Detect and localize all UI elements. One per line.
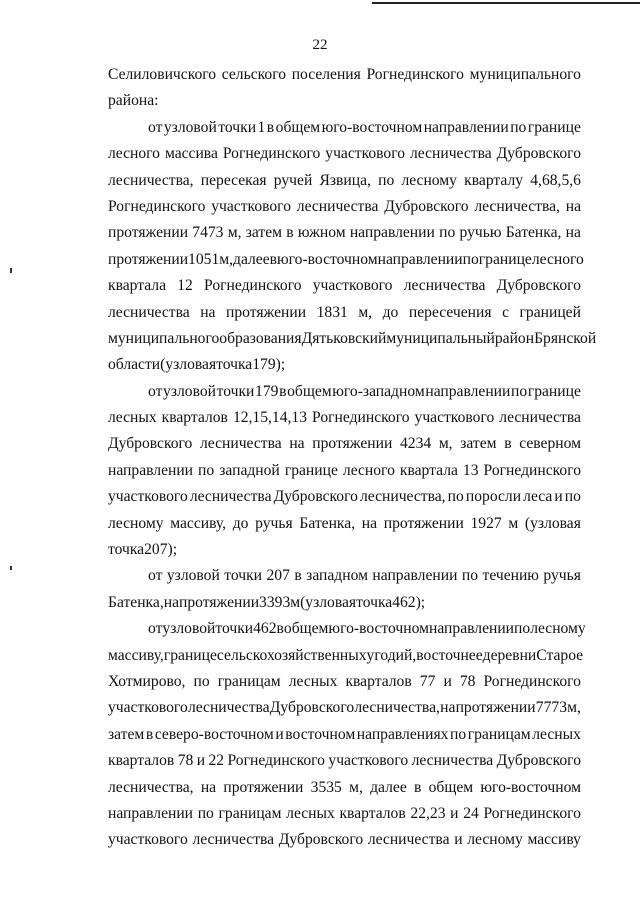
- text-word: м,: [219, 250, 234, 268]
- text-line: [108, 62, 581, 88]
- text-word: от: [148, 567, 163, 585]
- text-word: точки: [218, 118, 257, 136]
- text-word: 7773: [535, 699, 567, 717]
- text-word: лесных: [532, 725, 581, 743]
- text-word: по: [450, 725, 467, 743]
- text-word: ручью: [459, 224, 502, 242]
- text-word: 462: [253, 620, 277, 638]
- text-line: [108, 722, 581, 748]
- text-word: массиву,: [108, 646, 164, 664]
- text-word: 24: [463, 804, 479, 822]
- text-word: сельскохозяйственных: [216, 646, 367, 664]
- text-word: участкового: [211, 197, 291, 215]
- text-word: от: [148, 620, 163, 638]
- text-word: 77: [419, 672, 436, 690]
- text-word: точки: [215, 620, 254, 638]
- text-word: юго-восточном: [321, 118, 423, 136]
- text-line: [108, 168, 581, 194]
- text-word: и: [454, 831, 463, 849]
- text-word: лесному: [467, 831, 523, 849]
- text-word: массиву,: [170, 514, 227, 532]
- text-word: Язвица,: [319, 171, 371, 189]
- text-word: точки: [224, 567, 263, 585]
- text-word: северном: [519, 435, 581, 453]
- text-word: точка: [356, 593, 393, 611]
- text-word: м,: [227, 224, 242, 242]
- text-word: массиву: [527, 831, 581, 849]
- text-word: западном: [306, 567, 368, 585]
- text-word: сельского: [221, 66, 286, 83]
- text-word: далее: [233, 250, 270, 268]
- text-word: юго-западном: [332, 382, 425, 400]
- text-word: области: [108, 356, 161, 374]
- text-word: ручей: [273, 171, 313, 189]
- text-line: [108, 352, 581, 378]
- text-word: в: [266, 118, 275, 136]
- text-word: Дубровского: [496, 752, 581, 770]
- text-word: узловой: [166, 567, 220, 585]
- text-line: [108, 827, 581, 853]
- text-word: направлениях: [356, 725, 449, 743]
- text-word: угодий,: [366, 646, 417, 664]
- text-word: границам: [217, 672, 281, 690]
- text-word: Рогнединского: [483, 461, 581, 479]
- text-word: (узловая: [300, 593, 357, 611]
- text-word: 22,23: [410, 804, 446, 822]
- text-word: 22: [208, 752, 225, 770]
- page-number: 22: [312, 37, 328, 53]
- text-word: границе: [163, 646, 217, 664]
- text-word: направлении: [372, 567, 458, 585]
- text-word: точки: [216, 382, 255, 400]
- text-word: на: [565, 197, 581, 215]
- text-word: на: [361, 514, 378, 532]
- text-word: по: [193, 672, 210, 690]
- text-word: в: [286, 224, 294, 242]
- text-word: от: [148, 118, 163, 136]
- text-word: Батенка,: [505, 224, 562, 242]
- text-word: общем: [428, 778, 474, 796]
- text-word: лесничества: [200, 435, 282, 453]
- text-word: границей: [519, 303, 581, 321]
- text-word: протяжении: [226, 303, 307, 321]
- text-word: направлении: [423, 118, 509, 136]
- text-word: 4,68,5,6: [530, 171, 581, 189]
- text-word: границе: [284, 461, 338, 479]
- text-line: [108, 537, 581, 563]
- text-word: участкового: [108, 699, 188, 717]
- text-word: район: [494, 329, 535, 347]
- text-word: по: [197, 804, 214, 822]
- text-word: на: [440, 699, 456, 717]
- text-line: [108, 247, 584, 273]
- text-word: Дубровского: [273, 488, 358, 506]
- left-edge-scan-mark: [10, 566, 12, 570]
- text-word: общем: [287, 382, 332, 400]
- text-word: в: [294, 567, 302, 585]
- text-line: [108, 616, 586, 642]
- text-line: [108, 194, 581, 220]
- text-word: лесничества: [410, 145, 492, 163]
- text-word: лесных: [288, 672, 338, 690]
- text-line: [108, 775, 581, 801]
- text-word: 3535: [310, 778, 342, 796]
- text-word: Дубровского: [278, 831, 364, 849]
- text-word: Брянской: [534, 329, 597, 347]
- text-word: м,: [349, 778, 363, 796]
- text-word: поросли: [465, 488, 522, 506]
- text-word: Батенка,: [108, 593, 164, 611]
- text-word: от: [148, 382, 163, 400]
- text-word: 1831: [316, 303, 348, 321]
- text-line: [108, 801, 581, 827]
- text-word: лесных: [108, 409, 157, 427]
- text-word: Рогнединского: [483, 804, 581, 822]
- text-word: Старое: [536, 646, 584, 664]
- text-word: 462);: [392, 593, 426, 611]
- text-word: восточнее: [416, 646, 483, 664]
- text-word: Рогнединского: [483, 672, 581, 690]
- text-word: 12: [177, 277, 193, 295]
- text-word: по: [564, 488, 581, 506]
- text-word: по: [514, 620, 531, 638]
- text-word: и: [196, 752, 206, 770]
- text-word: в: [145, 725, 154, 743]
- text-word: и: [275, 725, 284, 743]
- text-word: 78: [459, 672, 476, 690]
- text-word: (узловая: [524, 514, 581, 532]
- text-word: Дубровского: [384, 197, 469, 215]
- text-word: направлении: [377, 250, 463, 268]
- text-word: лесничества,: [360, 488, 446, 506]
- text-word: лесничества: [367, 831, 450, 849]
- text-word: точка: [108, 541, 145, 559]
- text-word: м: [290, 593, 301, 611]
- text-word: западной: [219, 461, 280, 479]
- text-line: [108, 273, 581, 299]
- text-word: лесничества,: [108, 171, 194, 189]
- text-line: [108, 115, 581, 141]
- text-word: на: [200, 303, 216, 321]
- text-word: Рогнединского: [108, 197, 206, 215]
- text-line: [108, 431, 581, 457]
- text-word: (узловая: [160, 356, 217, 374]
- text-word: муниципального: [108, 329, 220, 347]
- text-word: затем: [460, 435, 497, 453]
- text-word: по: [439, 224, 456, 242]
- text-word: поселения: [291, 66, 361, 83]
- text-word: ручья: [255, 514, 293, 532]
- text-word: течению: [482, 567, 539, 585]
- document-body: [108, 62, 597, 854]
- text-word: Дубровского: [108, 435, 193, 453]
- text-line: [108, 326, 597, 352]
- text-word: 1: [257, 118, 266, 136]
- text-word: лесного: [108, 145, 160, 163]
- text-word: общем: [275, 118, 321, 136]
- text-word: и: [443, 672, 452, 690]
- text-word: границе: [527, 382, 581, 400]
- text-word: протяжении: [179, 593, 260, 611]
- text-word: на: [163, 593, 179, 611]
- text-word: границам: [467, 725, 531, 743]
- text-line: [108, 300, 581, 326]
- text-word: участкового: [328, 752, 409, 770]
- text-word: протяжении: [312, 435, 393, 453]
- text-word: кварталов: [161, 409, 228, 427]
- text-word: Дубровского: [269, 699, 355, 717]
- text-word: направлении: [349, 224, 435, 242]
- text-word: Дубровского: [496, 145, 581, 163]
- text-word: квартала: [108, 277, 167, 295]
- text-word: на: [200, 778, 217, 796]
- text-word: 7473: [192, 224, 224, 242]
- text-word: лесничества: [189, 488, 272, 506]
- text-word: по: [462, 250, 479, 268]
- text-line: [108, 695, 581, 721]
- text-word: лесному: [108, 514, 164, 532]
- text-word: и: [554, 488, 563, 506]
- text-word: лесному: [401, 171, 457, 189]
- text-word: направлении: [108, 804, 194, 822]
- text-word: 12,15,14,13: [232, 409, 308, 427]
- text-word: по: [511, 382, 528, 400]
- text-word: участкового: [325, 145, 406, 163]
- text-word: лесничества: [192, 831, 275, 849]
- text-line: [108, 88, 581, 114]
- text-word: лесному: [530, 620, 586, 638]
- text-word: южном: [297, 224, 346, 242]
- text-line: [108, 511, 581, 537]
- text-word: лесничества: [108, 303, 190, 321]
- text-word: кварталов: [108, 752, 175, 770]
- text-word: в: [276, 620, 284, 638]
- text-word: м,: [567, 699, 581, 717]
- text-word: лесничества,: [474, 197, 560, 215]
- text-word: 179: [255, 382, 279, 400]
- text-word: до: [232, 514, 249, 532]
- text-word: кварталов: [345, 672, 412, 690]
- text-word: 1051: [188, 250, 220, 268]
- text-word: Селиловичского: [108, 66, 217, 83]
- text-word: и: [450, 804, 459, 822]
- text-word: далее: [370, 778, 407, 796]
- text-word: протяжении: [223, 778, 304, 796]
- text-line: [108, 220, 581, 246]
- text-word: массива: [164, 145, 218, 163]
- text-word: лесничества: [499, 409, 581, 427]
- text-word: Дубровского: [496, 277, 581, 295]
- text-line: [108, 669, 581, 695]
- text-line: [108, 748, 581, 774]
- text-word: района:: [108, 92, 159, 110]
- text-word: в: [414, 778, 422, 796]
- text-word: лесничества: [403, 277, 486, 295]
- text-word: северо-восточном: [154, 725, 274, 743]
- text-word: 1927: [470, 514, 502, 532]
- text-word: по: [447, 488, 464, 506]
- text-word: 13: [462, 461, 479, 479]
- text-word: 179);: [252, 356, 286, 374]
- text-word: направлении: [425, 382, 511, 400]
- text-word: участкового: [108, 831, 188, 849]
- text-word: на: [565, 224, 581, 242]
- text-line: [108, 405, 581, 431]
- text-word: юго-восточном: [277, 250, 378, 268]
- text-word: протяжении: [383, 514, 464, 532]
- text-word: лесничества: [296, 197, 379, 215]
- text-word: деревни: [482, 646, 537, 664]
- text-word: восточном: [285, 725, 356, 743]
- text-word: до: [382, 303, 399, 321]
- text-word: узловой: [163, 382, 216, 400]
- text-word: протяжении: [108, 250, 189, 268]
- text-line: [108, 379, 581, 405]
- text-word: с: [502, 303, 509, 321]
- text-word: лесничества: [411, 752, 494, 770]
- text-word: 207: [266, 567, 290, 585]
- text-word: участкового: [108, 488, 188, 506]
- text-word: Рогнединского: [366, 66, 464, 83]
- left-edge-scan-mark: [10, 268, 12, 273]
- text-word: 3393: [259, 593, 291, 611]
- text-word: м,: [358, 303, 373, 321]
- text-word: Рогнединского: [227, 752, 325, 770]
- text-line: [108, 484, 581, 510]
- text-word: затем: [108, 725, 145, 743]
- text-word: лесного: [342, 461, 395, 479]
- text-word: границам: [218, 804, 282, 822]
- text-word: в: [504, 435, 512, 453]
- text-word: границе: [527, 118, 581, 136]
- text-word: направлении: [108, 461, 194, 479]
- text-word: протяжении: [108, 224, 189, 242]
- text-word: участкового: [312, 277, 393, 295]
- text-word: по: [198, 461, 215, 479]
- text-word: по: [461, 567, 479, 585]
- text-word: в: [279, 382, 287, 400]
- text-word: леса: [523, 488, 553, 506]
- text-word: протяжении: [455, 699, 536, 717]
- text-word: участкового: [414, 409, 495, 427]
- text-word: общем: [283, 620, 329, 638]
- text-word: 4234: [399, 435, 432, 453]
- text-word: юго-восточном: [480, 778, 581, 796]
- text-line: [108, 563, 581, 589]
- text-word: лесного: [531, 250, 584, 268]
- text-line: [108, 643, 584, 669]
- text-word: лесничества: [187, 699, 270, 717]
- text-word: лесничества,: [354, 699, 440, 717]
- text-word: юго-восточном: [328, 620, 429, 638]
- text-word: квартала: [399, 461, 458, 479]
- text-word: кварталов: [339, 804, 406, 822]
- text-word: пересечения: [408, 303, 492, 321]
- text-word: м,: [438, 435, 453, 453]
- text-word: границе: [478, 250, 532, 268]
- text-word: Рогнединского: [222, 145, 321, 163]
- text-word: 78: [177, 752, 194, 770]
- text-word: лесных: [286, 804, 335, 822]
- text-word: кварталу: [464, 171, 524, 189]
- text-word: лесничества,: [108, 778, 194, 796]
- text-word: затем: [245, 224, 282, 242]
- text-word: в: [269, 250, 278, 268]
- text-word: по: [510, 118, 527, 136]
- text-line: [108, 141, 581, 167]
- text-line: [108, 458, 581, 484]
- text-word: муниципального: [469, 66, 581, 83]
- text-word: точка: [216, 356, 253, 374]
- text-word: Дятьковский: [301, 329, 387, 347]
- text-line: [108, 590, 581, 616]
- text-word: узловой: [163, 118, 217, 136]
- text-word: ручья: [543, 567, 581, 585]
- text-word: Рогнединского: [204, 277, 302, 295]
- top-edge-rule: [372, 2, 640, 4]
- text-word: направлении: [429, 620, 515, 638]
- text-word: образования: [219, 329, 302, 347]
- text-word: по: [378, 171, 395, 189]
- text-word: на: [289, 435, 305, 453]
- text-word: 207);: [144, 541, 178, 559]
- text-word: пересекая: [200, 171, 267, 189]
- text-word: м: [508, 514, 519, 532]
- text-word: муниципальный: [386, 329, 495, 347]
- text-word: Хотмирово,: [108, 672, 186, 690]
- text-word: Батенка,: [299, 514, 356, 532]
- text-word: Рогнединского: [312, 409, 410, 427]
- text-word: узловой: [162, 620, 216, 638]
